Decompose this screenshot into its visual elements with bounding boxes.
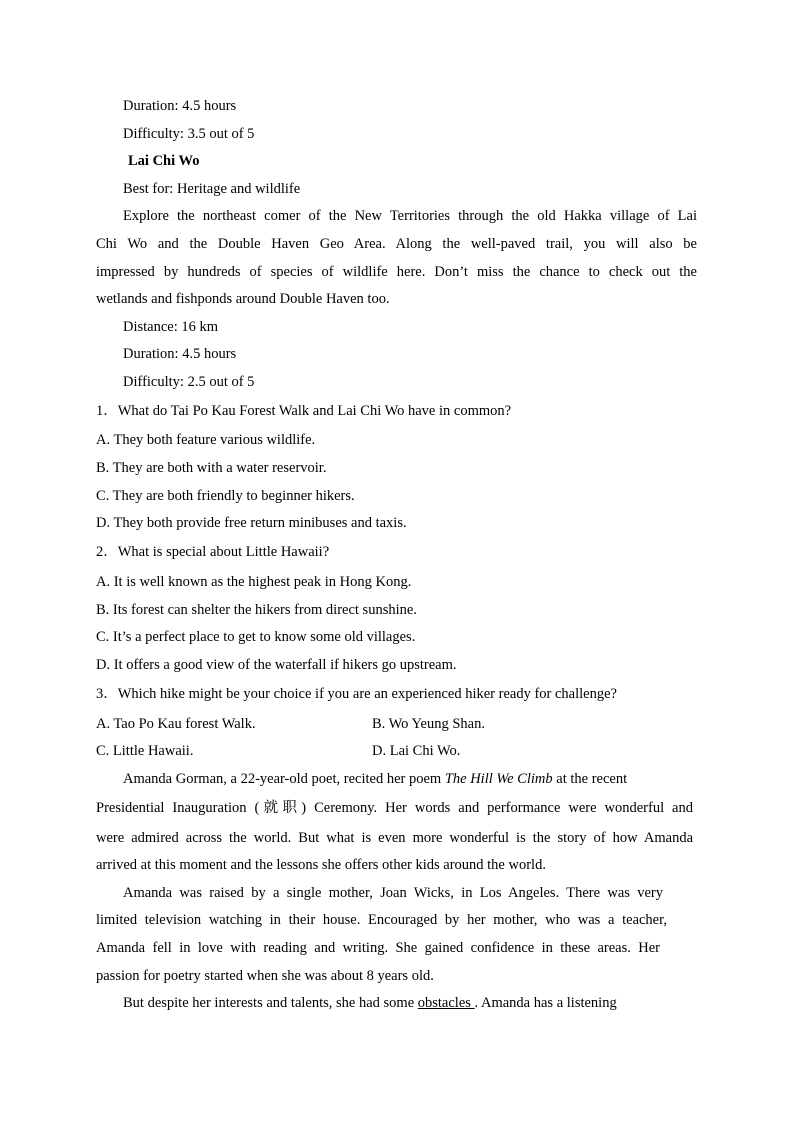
question-2-option-c: C. It’s a perfect place to get to know some old villages. <box>96 629 416 645</box>
lai-chi-wo-description-line: Explore the northeast comer of the New Territories through the old Hakka village of Lai <box>123 208 697 224</box>
passage-text: at the recent <box>552 771 628 787</box>
tai-po-kau-difficulty: Difficulty: 3.5 out of 5 <box>123 126 255 142</box>
lai-chi-wo-description-line: wetlands and fishponds around Double Haven too. <box>96 291 390 307</box>
passage-text: But despite her interests and talents, she had some <box>123 995 418 1011</box>
passage-text: . Amanda has a listening <box>474 995 617 1011</box>
passage-paragraph-2-line: Amanda was raised by a single mother, Joan Wicks, in Los Angeles. There was very <box>123 885 663 901</box>
lai-chi-wo-description-line: Chi Wo and the Double Haven Geo Area. Along the well-paved trail, you will also be <box>96 236 697 252</box>
passage-paragraph-1-line: Presidential Inauguration (就职) Ceremony. Her words and performance were wonderful and <box>96 800 693 816</box>
tai-po-kau-duration: Duration: 4.5 hours <box>123 98 237 114</box>
passage-paragraph-2-line: Amanda fell in love with reading and writing. She gained confidence in these areas. Her <box>96 940 660 956</box>
poem-title: The Hill We Climb <box>444 771 553 787</box>
passage-paragraph-1-line: arrived at this moment and the lessons she offers other kids around the world. <box>96 857 546 873</box>
question-3-option-b: B. Wo Yeung Shan. <box>372 716 485 732</box>
passage-paragraph-1-line: were admired across the world. But what is even more wonderful is the story of how Amanda <box>96 830 693 846</box>
underlined-word: obstacles <box>417 995 475 1011</box>
passage-paragraph-3-line <box>123 993 617 1013</box>
question-3-option-d: D. Lai Chi Wo. <box>372 743 461 759</box>
question-2-stem: 2．What is special about Little Hawaii? <box>96 544 330 560</box>
question-3-stem: 3．Which hike might be your choice if you are an experienced hiker ready for challenge? <box>96 686 617 702</box>
question-1-option-d: D. They both provide free return minibuses and taxis. <box>96 515 407 531</box>
lai-chi-wo-distance: Distance: 16 km <box>123 319 219 335</box>
passage-paragraph-2-line: passion for poetry started when she was about 8 years old. <box>96 968 434 984</box>
passage-text: Amanda Gorman, a 22-year-old poet, recited her poem <box>123 771 445 787</box>
lai-chi-wo-description-line: impressed by hundreds of species of wildlife here. Don’t miss the chance to check out the <box>96 264 697 280</box>
question-1-option-a: A. They both feature various wildlife. <box>96 432 316 448</box>
passage-paragraph-2-line: limited television watching in their house. Encouraged by her mother, who was a teacher, <box>96 912 667 928</box>
question-3-option-a: A. Tao Po Kau forest Walk. <box>96 716 256 732</box>
question-1-option-b: B. They are both with a water reservoir. <box>96 460 327 476</box>
lai-chi-wo-difficulty: Difficulty: 2.5 out of 5 <box>123 374 255 390</box>
lai-chi-wo-best-for: Best for: Heritage and wildlife <box>123 181 301 197</box>
lai-chi-wo-title: Lai Chi Wo <box>128 153 200 169</box>
question-2-option-d: D. It offers a good view of the waterfall if hikers go upstream. <box>96 657 457 673</box>
question-1-stem: 1．What do Tai Po Kau Forest Walk and Lai Chi Wo have in common? <box>96 403 512 419</box>
question-2-option-b: B. Its forest can shelter the hikers from direct sunshine. <box>96 602 417 618</box>
question-2-option-a: A. It is well known as the highest peak in Hong Kong. <box>96 574 412 590</box>
question-1-option-c: C. They are both friendly to beginner hikers. <box>96 488 355 504</box>
lai-chi-wo-duration: Duration: 4.5 hours <box>123 346 237 362</box>
passage-paragraph-1-line <box>123 769 627 789</box>
question-3-option-c: C. Little Hawaii. <box>96 743 194 759</box>
